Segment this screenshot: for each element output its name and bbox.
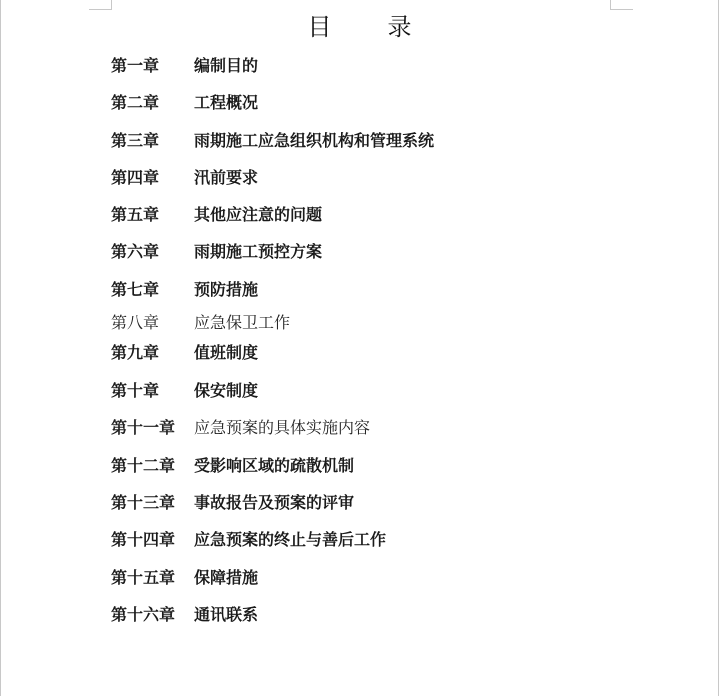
chapter-title: 应急预案的具体实施内容: [194, 418, 371, 437]
toc-item[interactable]: [111, 342, 258, 364]
toc-item[interactable]: [111, 241, 322, 263]
toc-item[interactable]: [111, 312, 290, 334]
toc-item[interactable]: [111, 167, 258, 189]
toc-item[interactable]: [111, 567, 258, 589]
chapter-title: 保安制度: [194, 381, 259, 400]
chapter-number: 第二章: [111, 93, 160, 112]
chapter-title: 应急预案的终止与善后工作: [194, 530, 387, 549]
toc-item[interactable]: [111, 492, 354, 514]
chapter-number: 第十一章: [111, 418, 176, 437]
toc-item[interactable]: [111, 130, 434, 152]
toc-item[interactable]: [111, 279, 258, 301]
chapter-number: 第三章: [111, 131, 160, 150]
toc-item[interactable]: [111, 417, 370, 439]
chapter-number: 第十章: [111, 381, 160, 400]
chapter-title: 事故报告及预案的评审: [194, 493, 355, 512]
chapter-title: 其他应注意的问题: [194, 205, 323, 224]
chapter-number: 第十四章: [111, 530, 176, 549]
chapter-title: 工程概况: [194, 93, 259, 112]
toc-title: 目录: [307, 13, 468, 41]
page-corner-mark-left: [89, 0, 112, 10]
chapter-number: 第五章: [111, 205, 160, 224]
toc-item[interactable]: [111, 55, 258, 77]
chapter-title: 雨期施工应急组织机构和管理系统: [194, 131, 435, 150]
chapter-number: 第十五章: [111, 568, 176, 587]
chapter-number: 第七章: [111, 280, 160, 299]
chapter-title: 雨期施工预控方案: [194, 242, 323, 261]
chapter-title: 值班制度: [194, 343, 259, 362]
chapter-number: 第十三章: [111, 493, 176, 512]
chapter-number: 第六章: [111, 242, 160, 261]
toc-item[interactable]: [111, 204, 322, 226]
chapter-number: 第八章: [111, 313, 160, 332]
chapter-number: 第九章: [111, 343, 160, 362]
chapter-number: 第一章: [111, 56, 160, 75]
toc-item[interactable]: [111, 604, 258, 626]
page-corner-mark-right: [610, 0, 633, 10]
chapter-number: 第十六章: [111, 605, 176, 624]
chapter-number: 第十二章: [111, 456, 176, 475]
toc-item[interactable]: [111, 455, 354, 477]
chapter-title: 应急保卫工作: [194, 313, 291, 332]
toc-item[interactable]: [111, 92, 258, 114]
chapter-title: 预防措施: [194, 280, 259, 299]
toc-item[interactable]: [111, 380, 258, 402]
toc-item[interactable]: [111, 529, 386, 551]
chapter-number: 第四章: [111, 168, 160, 187]
chapter-title: 通讯联系: [194, 605, 259, 624]
chapter-title: 受影响区域的疏散机制: [194, 456, 355, 475]
chapter-title: 汛前要求: [194, 168, 259, 187]
chapter-title: 保障措施: [194, 568, 259, 587]
chapter-title: 编制目的: [194, 56, 259, 75]
